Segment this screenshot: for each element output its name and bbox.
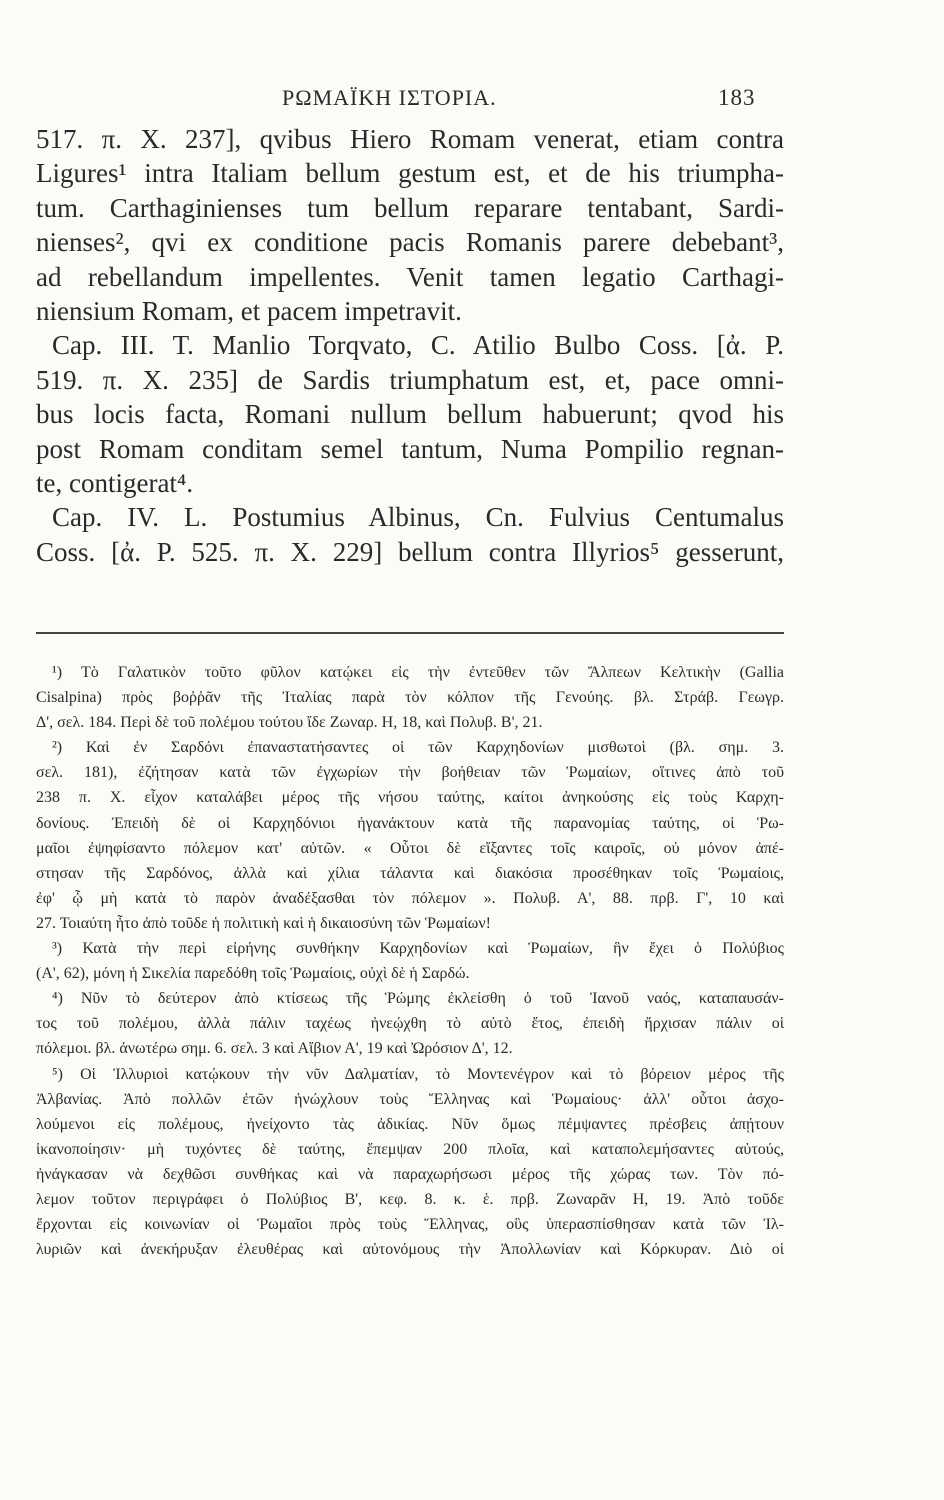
text-line: te, contigerat⁴. xyxy=(36,467,194,498)
footnote-line: (Α', 62), μόνη ἡ Σικελία παρεδόθη τοῖς Ῥωμαίοις, οὐχὶ δὲ ἡ Σαρδώ. xyxy=(36,965,470,983)
text-line: Coss. [ἀ. Ρ. 525. π. Χ. 229] bellum contra Illyrios⁵ gesserunt, xyxy=(36,536,784,567)
text-line: niensium Romam, et pacem impetravit. xyxy=(36,295,462,326)
footnote-line: ¹) Τὸ Γαλατικὸν τοῦτο φῦλον κατῴκει εἰς τὴν ἐντεῦθεν τῶν Ἄλπεων Κελτικὴν (Gallia xyxy=(52,664,784,681)
text-line: Cap. III. T. Manlio Torqvato, C. Atilio Bulbo Coss. [ἀ. Ρ. xyxy=(52,330,784,361)
footnote-line: ⁴) Νῦν τὸ δεύτερον ἀπὸ κτίσεως τῆς Ῥώμης ἐκλείσθη ὁ τοῦ Ἰανοῦ ναός, καταπαυσάν- xyxy=(52,990,784,1008)
footnote-line: Δ', σελ. 184. Περὶ δὲ τοῦ πολέμου τούτου ἴδε Ζωναρ. Η, 18, καὶ Πολυβ. Β', 21. xyxy=(36,714,543,732)
footnote-line: μαῖοι ἐψηφίσαντο πόλεμον κατ' αὐτῶν. « Οὗτοι δὲ εἴξαντες τοῖς καιροῖς, οὐ μόνον ἀπέ- xyxy=(36,839,784,857)
footnote-line: λούμενοι εἰς πολέμους, ἠνείχοντο τὰς ἀδικίας. Νῦν ὅμως πέμψαντες πρέσβεις ἀπῄτουν xyxy=(36,1115,784,1133)
footnote-line: 27. Τοιαύτη ἦτο ἀπὸ τοῦδε ἡ πολιτικὴ καὶ ἡ δικαιοσύνη τῶν Ῥωμαίων! xyxy=(36,914,491,932)
footnote-line: ἠνάγκασαν νὰ δεχθῶσι συνθήκας καὶ νὰ παραχωρήσωσι μέρος τῆς χώρας των. Τὸν πό- xyxy=(36,1165,784,1183)
footnote-line: λυριῶν καὶ ἀνεκήρυξαν ἐλευθέρας καὶ αὐτονόμους τὴν Ἀπολλωνίαν καὶ Κόρκυραν. Διὸ οἱ xyxy=(36,1241,784,1259)
text-line: Ligures¹ intra Italiam bellum gestum est, et de his triumpha- xyxy=(36,158,784,189)
footnote-line: 238 π. Χ. εἶχον καταλάβει μέρος τῆς νήσου ταύτης, καίτοι ἀνηκούσης εἰς τοὺς Καρχη- xyxy=(36,789,784,807)
footnote-line: λεμον τοῦτον περιγράφει ὁ Πολύβιος Β', κεφ. 8. κ. ἑ. πρβ. Ζωναρᾶν Η, 19. Ἀπὸ τοῦδε xyxy=(36,1190,784,1208)
text-line: 519. π. Χ. 235] de Sardis triumphatum est, et, pace omni- xyxy=(36,364,784,395)
footnote-line: πόλεμοι. βλ. ἀνωτέρω σημ. 6. σελ. 3 καὶ Αἴβιον Α', 19 καὶ Ὠρόσιον Δ', 12. xyxy=(36,1040,513,1058)
footnote-line: ²) Καὶ ἐν Σαρδόνι ἐπαναστατήσαντες οἱ τῶν Καρχηδονίων μισθωτοὶ (βλ. σημ. 3. xyxy=(52,739,784,757)
running-head-title: ΡΩΜΑΪΚΗ ΙΣΤΟΡΙΑ. xyxy=(282,85,497,110)
text-line: 517. π. Χ. 237], qvibus Hiero Romam venerat, etiam contra xyxy=(36,124,784,154)
main-text xyxy=(36,122,784,569)
footnote-line: τος τοῦ πολέμου, ἀλλὰ πάλιν ταχέως ἠνεῴχθη τὸ αὐτὸ ἔτος, ἐπειδὴ ἤρχισαν πάλιν οἱ xyxy=(36,1015,784,1033)
text-line: tum. Carthaginienses tum bellum reparare tentabant, Sardi- xyxy=(36,192,784,223)
footnote-line: ἐφ' ᾧ μὴ κατὰ τὸ παρὸν ἀναδέξασθαι τὸν πόλεμον ». Πολυβ. Α', 88. πρβ. Γ', 10 καὶ xyxy=(36,889,784,907)
running-head xyxy=(0,85,944,115)
footnotes xyxy=(36,660,784,1262)
footnote-line: ἱκανοποίησιν· μὴ τυχόντες δὲ ταύτης, ἔπεμψαν 200 πλοῖα, καὶ καταπολεμήσαντες αὐτούς, xyxy=(36,1140,784,1158)
footnote-line: δονίους. Ἐπειδὴ δὲ οἱ Καρχηδόνιοι ἠγανάκτουν κατὰ τῆς παρανομίας ταύτης, οἱ Ῥω- xyxy=(36,814,784,832)
footnote-line: Ἀλβανίας. Ἀπὸ πολλῶν ἐτῶν ἠνώχλουν τοὺς Ἕλληνας καὶ Ῥωμαίους· ἀλλ' οὗτοι ἀσχο- xyxy=(36,1090,784,1108)
footnote-line: ἔρχονται εἰς κοινωνίαν οἱ Ῥωμαῖοι πρὸς τοὺς Ἕλληνας, οὓς ὑπερασπίσθησαν κατὰ τῶν Ἰλ- xyxy=(36,1216,784,1234)
page-number: 183 xyxy=(718,85,756,110)
footnote-line: ⁵) Οἱ Ἰλλυριοὶ κατῴκουν τὴν νῦν Δαλματίαν, τὸ Μοντενέγρον καὶ τὸ βόρειον μέρος τῆς xyxy=(52,1065,784,1083)
footnote-line: σελ. 181), ἐζήτησαν κατὰ τῶν ἐγχωρίων τὴν βοήθειαν τῶν Ῥωμαίων, οἵτινες ἀπὸ τοῦ xyxy=(36,764,784,782)
footnote-line: στησαν τῆς Σαρδόνος, ἀλλὰ καὶ χίλια τάλαντα καὶ διακόσια προσέθηκαν τοῖς Ῥωμαίοις, xyxy=(36,864,784,882)
text-line: bus locis facta, Romani nullum bellum habuerunt; qvod his xyxy=(36,399,784,430)
footnote-line: Cisalpina) πρὸς βοῤῥᾶν τῆς Ἰταλίας παρὰ τὸν κόλπον τῆς Γενούης. βλ. Στράβ. Γεωγρ. xyxy=(36,689,784,707)
text-line: Cap. IV. L. Postumius Albinus, Cn. Fulvius Centumalus xyxy=(52,502,784,533)
text-line: nienses², qvi ex conditione pacis Romanis parere debebant³, xyxy=(36,227,784,258)
text-line: post Romam conditam semel tantum, Numa Pompilio regnan- xyxy=(36,433,784,464)
footnote-divider xyxy=(36,632,784,634)
text-line: ad rebellandum impellentes. Venit tamen legatio Carthagi- xyxy=(36,261,784,292)
footnote-line: ³) Κατὰ τὴν περὶ εἰρήνης συνθήκην Καρχηδονίων καὶ Ῥωμαίων, ἣν ἔχει ὁ Πολύβιος xyxy=(52,940,784,958)
